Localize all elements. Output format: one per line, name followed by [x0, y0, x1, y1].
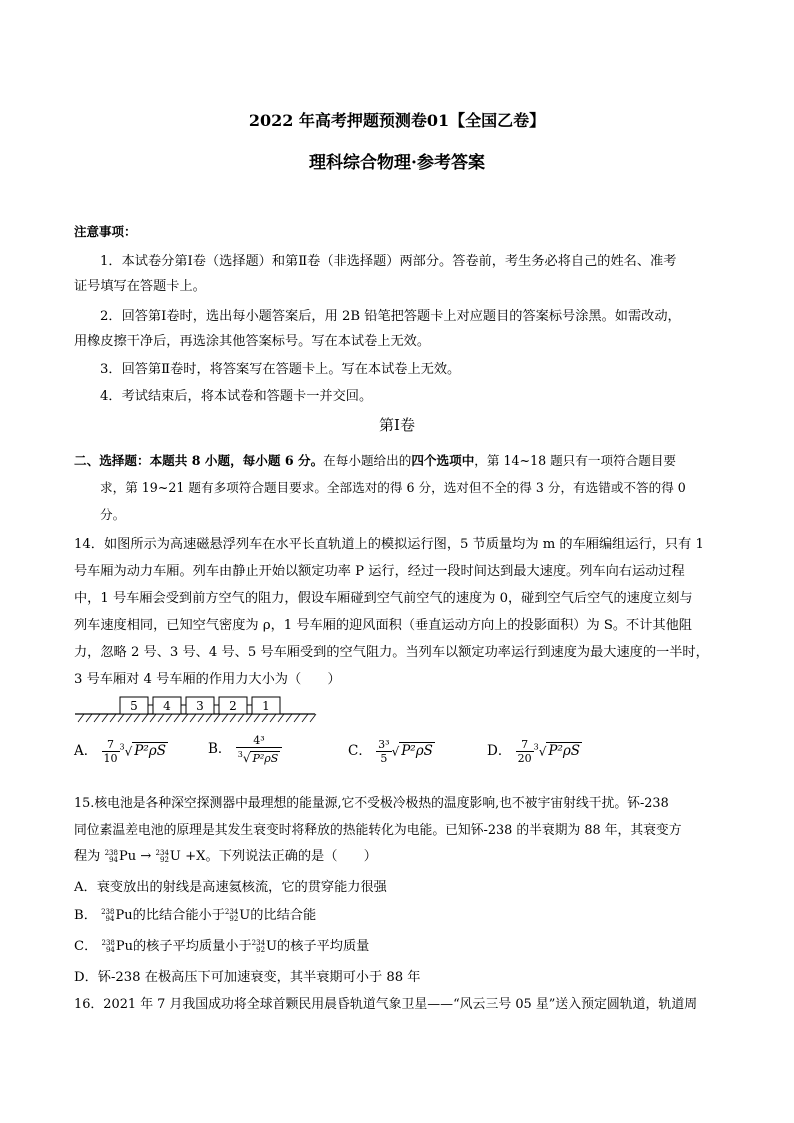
intro-bold: 二、选择题：本题共 8 小题，每小题 6 分。	[74, 453, 324, 468]
radical-sign: √	[538, 744, 547, 759]
option-label: D．	[487, 743, 512, 759]
denominator	[236, 748, 283, 765]
radicand: P²ρS	[548, 743, 581, 759]
car-label: 5	[130, 699, 138, 713]
notice-item: 2．回答第Ⅰ卷时，选出每小题答案后，用 2B 铅笔把答题卡上对应题目的答案标号涂黑。如需改动，	[100, 309, 681, 324]
notice-item: 1．本试卷分第Ⅰ卷（选择题）和第Ⅱ卷（非选择题）两部分。答卷前，考生务必将自己的姓名、准考	[100, 254, 677, 269]
notice-item: 用橡皮擦干净后，再选涂其他答案标号。写在本试卷上无效。	[74, 334, 431, 349]
atomic-number: 92	[256, 945, 266, 954]
radical-sign: √	[124, 744, 133, 759]
option-label: C．	[74, 939, 98, 954]
isotope-pu	[101, 939, 133, 954]
exam-subtitle: 理科综合物理·参考答案	[309, 153, 485, 173]
option-label: A．	[74, 743, 98, 759]
isotope-pu	[105, 849, 137, 864]
equation-prefix: 程为	[74, 849, 101, 864]
q15-option-b	[74, 904, 316, 923]
notice-item: 3．回答第Ⅱ卷时，将答案写在答题卡上。写在本试卷上无效。	[100, 362, 461, 377]
isotope-u	[156, 849, 181, 864]
q15-option-d: D．钚-238 在极高压下可加速衰变，其半衰期可小于 88 年	[74, 970, 421, 985]
mass-number: 234	[224, 907, 239, 916]
isotope-u	[252, 939, 277, 954]
fraction	[376, 738, 391, 765]
isotope-pu	[101, 908, 133, 923]
q14-line: 3 号车厢对 4 号车厢的作用力大小为（ ）	[74, 672, 341, 687]
q14-line: 中，1 号车厢会受到前方空气的阻力，假设车厢碰到空气前空气的速度为 0，碰到空气后空气的速度立刻与	[74, 591, 693, 606]
q15-line: 15.核电池是各种深空探测器中最理想的能量源,它不受极冷极热的温度影响,也不被宇宙射线干扰。钚-238	[74, 796, 669, 811]
option-text: 的比结合能	[250, 908, 317, 923]
car-label: 1	[262, 699, 270, 713]
section-intro	[74, 450, 676, 469]
numerator: 7	[516, 738, 534, 752]
option-text: 的比结合能小于	[132, 908, 225, 923]
car-label: 3	[196, 699, 204, 713]
isotope-u	[225, 908, 250, 923]
element-symbol: U	[239, 908, 251, 923]
section-intro-line: 分。	[100, 507, 126, 522]
denominator: 20	[517, 752, 532, 765]
q14-line: 14．如图所示为高速磁悬浮列车在水平长直轨道上的模拟运行图，5 节质量均为 m 的车厢编组运行，只有 1	[74, 537, 704, 552]
train-diagram	[70, 692, 320, 724]
plus-sign: +	[185, 849, 197, 864]
mass-number: 234	[155, 848, 169, 857]
q14-option-a	[74, 738, 168, 765]
atomic-number: 94	[105, 914, 115, 923]
mass-number: 238	[101, 938, 115, 947]
option-text: 的核子平均质量小于	[132, 939, 252, 954]
q14-line: 列车速度相同，已知空气密度为 ρ，1 号车厢的迎风面积（垂直运动方向上的投影面积）为 S。不计其他阻	[74, 618, 692, 633]
q15-option-c	[74, 935, 369, 954]
arrow-icon: →	[140, 849, 152, 864]
option-label: C．	[348, 743, 372, 759]
atomic-number: 94	[109, 855, 118, 864]
q15-option-a: A．衰变放出的射线是高速氦核流，它的贯穿能力很强	[74, 880, 387, 895]
intro-bold: 四个选项中	[411, 453, 475, 468]
car-label: 4	[163, 699, 171, 713]
q16-line: 16．2021 年 7 月我国成功将全球首颗民用晨昏轨道气象卫星——“风云三号 05 星”送入预定圆轨道，轨道周	[74, 997, 698, 1012]
section-intro-line: 求，第 19~21 题有多项符合题目要求。全部选对的得 6 分，选对但不全的得 3 分，有选错或不答的得 0	[100, 480, 686, 495]
element-symbol: Pu	[118, 849, 137, 864]
radicand: P²ρS	[252, 751, 279, 765]
option-label: B．	[208, 741, 232, 758]
equation-suffix: 。下列说法正确的是（ ）	[205, 849, 377, 864]
notice-item: 证号填写在答题卡上。	[74, 279, 206, 294]
intro-text: ，第 14~18 题只有一项符合题目要	[474, 453, 677, 468]
fraction	[516, 738, 534, 765]
atomic-number: 94	[105, 945, 115, 954]
car-label: 2	[229, 699, 237, 713]
section-heading: 第Ⅰ卷	[379, 416, 415, 434]
mass-number: 238	[101, 907, 115, 916]
atomic-number: 92	[160, 855, 169, 864]
element-symbol: Pu	[115, 908, 133, 923]
option-text: 的核子平均质量	[277, 939, 370, 954]
q15-equation-line	[74, 845, 377, 864]
radicand: P²ρS	[134, 743, 166, 759]
denominator: 10	[103, 752, 118, 765]
denominator: 5	[380, 752, 388, 765]
q14-line: 力，忽略 2 号、3 号、4 号、5 号车厢受到的空气阻力。当列车以额定功率运行到速度为最大速度的一半时，	[74, 645, 709, 660]
intro-text: 在每小题给出的	[323, 453, 412, 468]
numerator: 7	[102, 738, 120, 752]
root-index: 3	[237, 750, 243, 759]
exam-title: 2022 年高考押题预测卷01【全国乙卷】	[248, 111, 546, 130]
element-symbol: Pu	[115, 939, 133, 954]
radical-sign: √	[242, 751, 251, 766]
q14-option-b	[208, 734, 282, 765]
option-label: B．	[74, 908, 97, 923]
element-symbol: U	[266, 939, 278, 954]
root-index: 3	[119, 742, 125, 752]
q14-line: 号车厢为动力车厢。列车由静止开始以额定功率 P 运行，经过一段时间达到最大速度。列车向右运动过程	[74, 564, 685, 579]
atomic-number: 92	[229, 914, 239, 923]
mass-number: 234	[251, 938, 266, 947]
q15-line: 同位素温差电池的原理是其发生衰变时将释放的热能转化为电能。已知钚-238 的半衰期为 88 年，其衰变方	[74, 823, 682, 838]
q14-option-d	[487, 738, 582, 765]
radical-sign: √	[391, 744, 400, 759]
q14-option-c	[348, 738, 435, 765]
numerator: 3³	[378, 738, 390, 751]
root-index: 3	[533, 742, 539, 752]
fraction	[102, 738, 120, 765]
numerator: 4³	[236, 734, 283, 748]
radicand: P²ρS	[401, 743, 433, 759]
notice-item: 4．考试结束后，将本试卷和答题卡一并交回。	[100, 389, 373, 404]
particle-x: X	[196, 849, 206, 864]
notice-heading: 注意事项：	[74, 224, 137, 239]
fraction	[236, 734, 283, 765]
element-symbol: U	[169, 849, 181, 864]
mass-number: 238	[104, 848, 118, 857]
